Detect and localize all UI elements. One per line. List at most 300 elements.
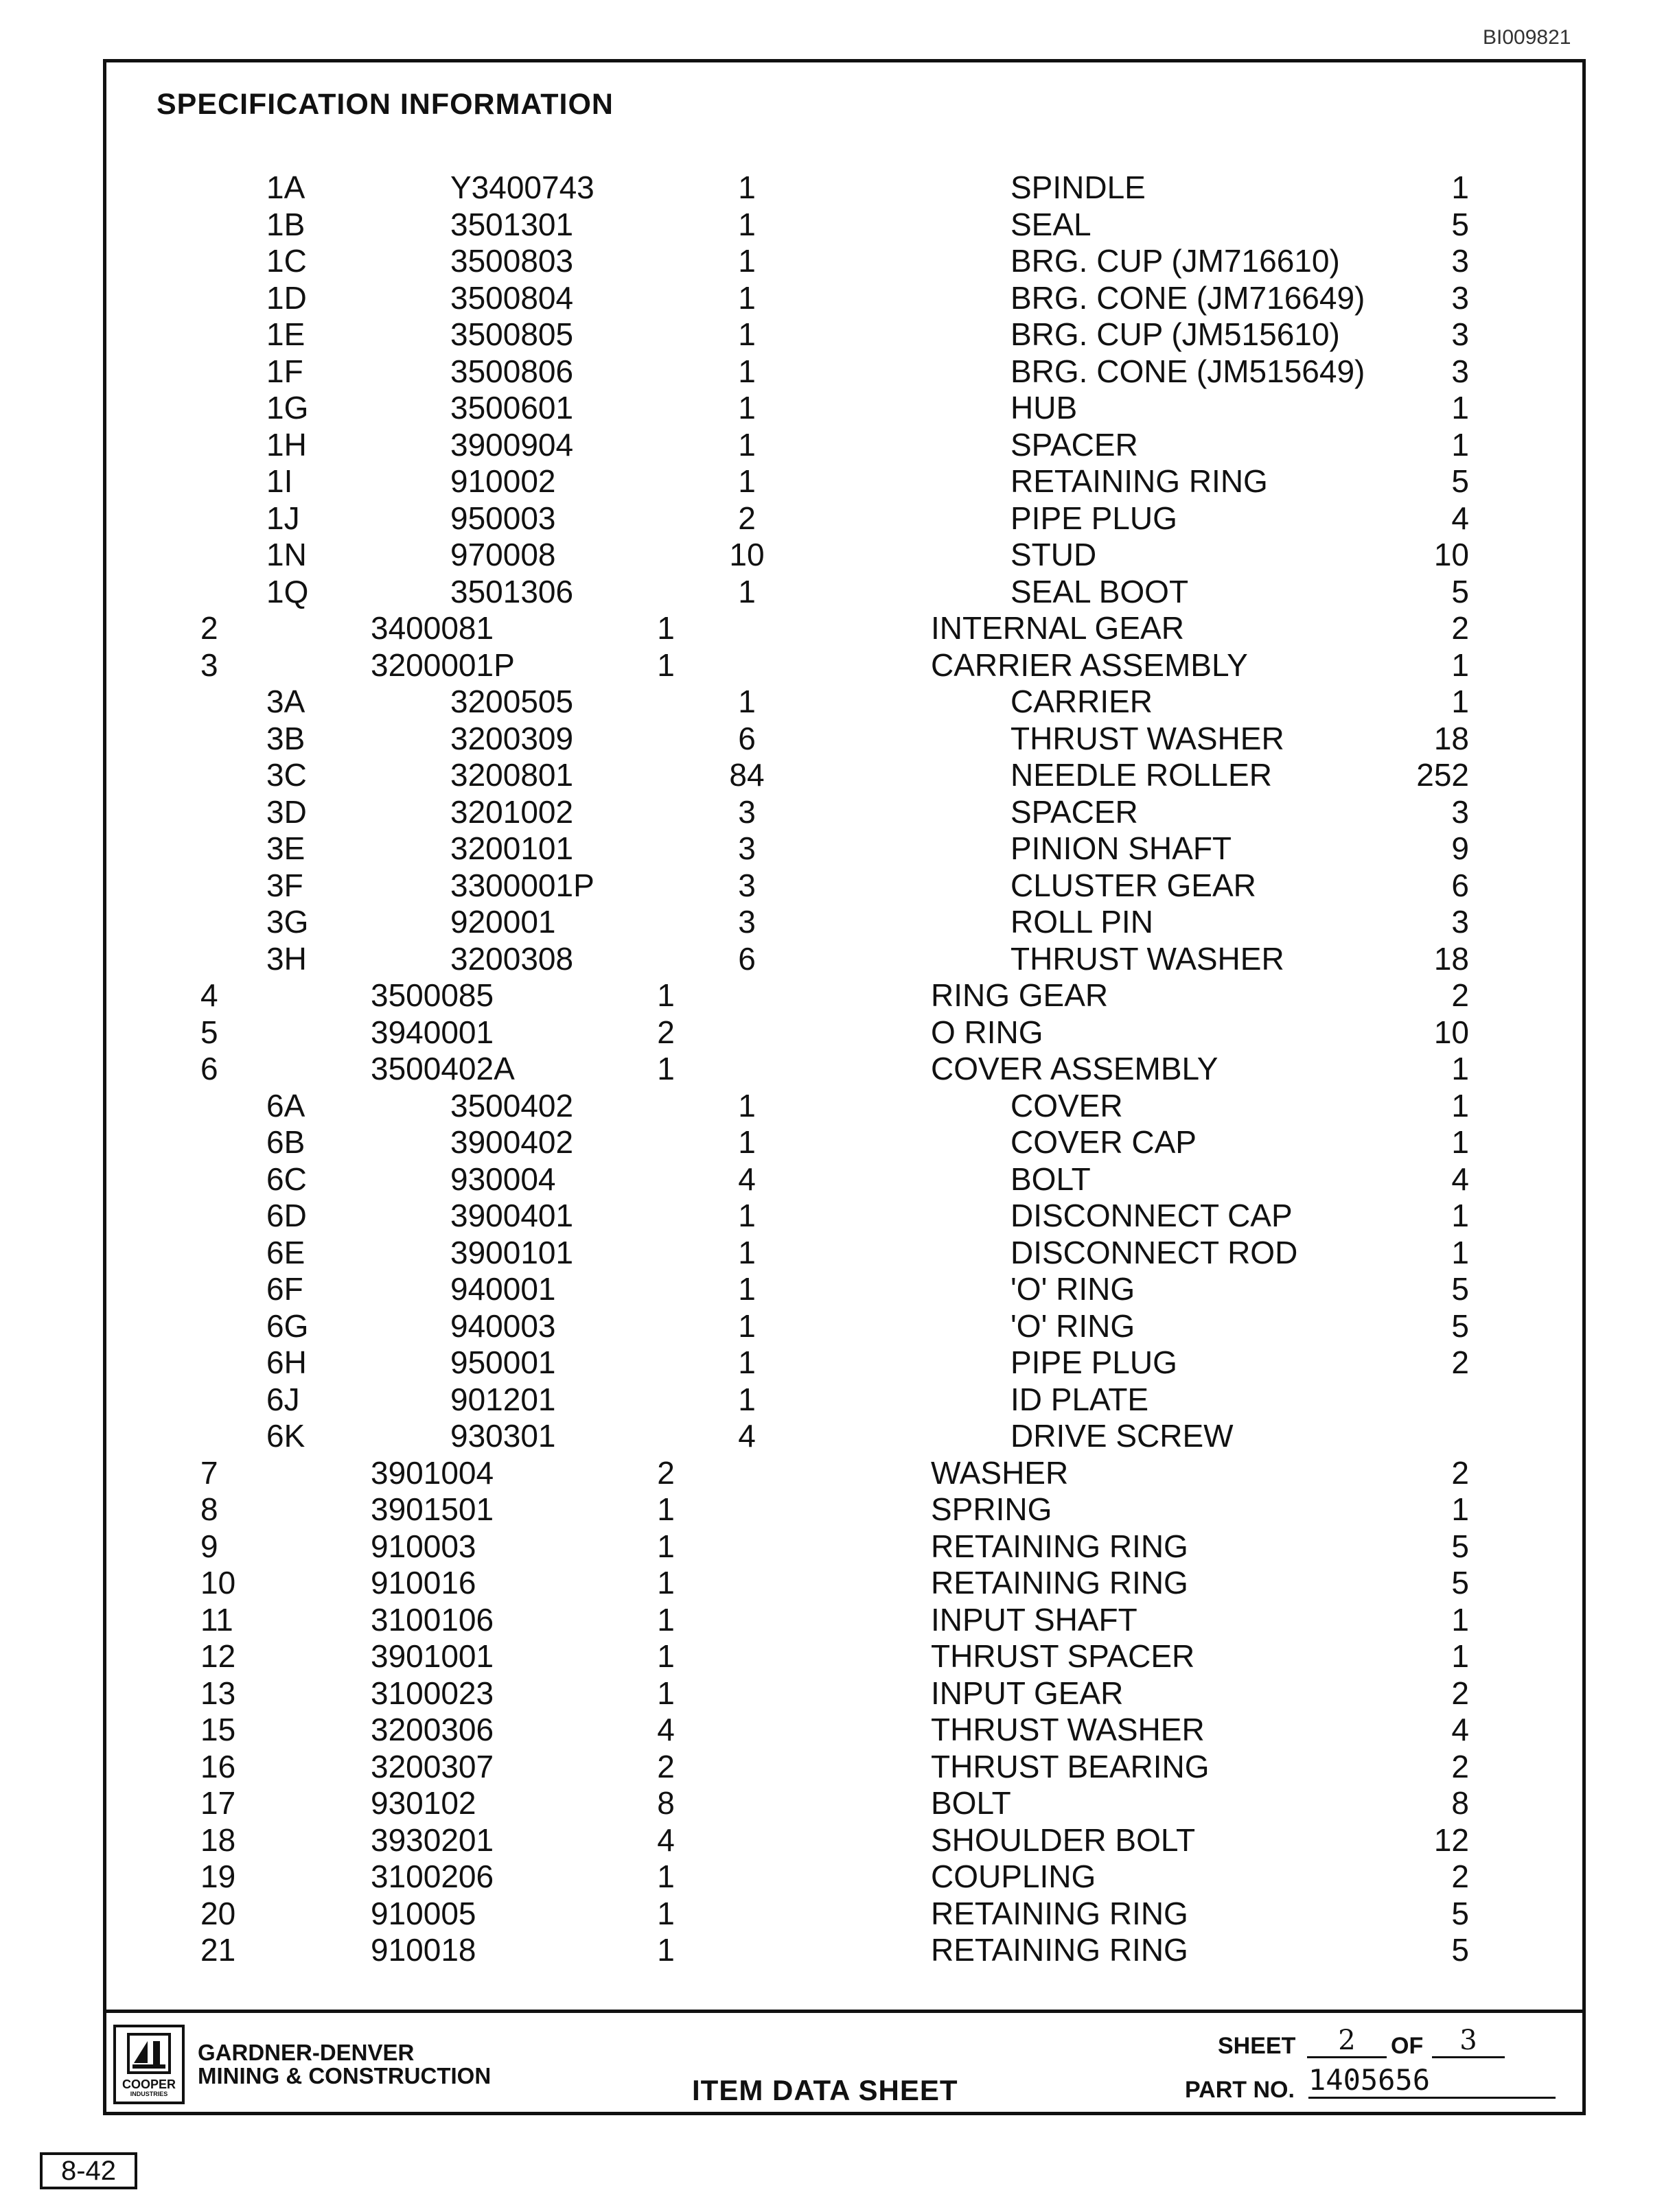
description: O RING [931, 1014, 1043, 1050]
part-number: 3200309 [450, 720, 574, 756]
quantity: 1 [738, 243, 756, 279]
part-number: 920001 [450, 904, 556, 940]
quantity: 1 [738, 390, 756, 426]
table-row [0, 1638, 1675, 1675]
item-number: 18 [200, 1821, 236, 1858]
part-number: 3400081 [371, 610, 494, 646]
total-quantity: 5 [1451, 1565, 1469, 1600]
table-row [0, 903, 1675, 940]
part-no-value: 1405656 [1308, 2063, 1556, 2099]
table-row [0, 169, 1675, 206]
total-quantity: 5 [1451, 1271, 1469, 1307]
description: SPACER [1010, 793, 1138, 830]
company-name [198, 2041, 491, 2088]
total-quantity: 5 [1451, 1932, 1469, 1968]
item-number: 1J [266, 500, 300, 536]
total-quantity: 3 [1451, 353, 1469, 389]
quantity: 3 [738, 830, 756, 866]
total-quantity: 2 [1451, 610, 1469, 646]
part-number: 970008 [450, 537, 556, 572]
total-quantity: 1 [1451, 390, 1469, 426]
description: THRUST SPACER [931, 1638, 1195, 1674]
description: THRUST WASHER [1010, 720, 1284, 756]
table-row [0, 1234, 1675, 1271]
quantity: 1 [738, 1234, 756, 1270]
item-number: 1E [266, 316, 305, 352]
description: COVER ASSEMBLY [931, 1051, 1218, 1086]
part-number: 3100106 [371, 1601, 494, 1638]
description: DRIVE SCREW [1010, 1418, 1234, 1454]
total-quantity: 1 [1451, 1491, 1469, 1527]
part-number: 950003 [450, 500, 556, 536]
quantity: 1 [657, 610, 675, 646]
total-quantity: 3 [1451, 316, 1469, 352]
table-row [0, 1675, 1675, 1712]
item-number: 6G [266, 1307, 309, 1344]
table-row [0, 1601, 1675, 1638]
item-number: 6H [266, 1344, 307, 1380]
quantity: 1 [738, 1381, 756, 1417]
table-row [0, 500, 1675, 537]
item-number: 13 [200, 1675, 236, 1711]
description: ID PLATE [1010, 1381, 1149, 1417]
part-number: 3200308 [450, 940, 574, 977]
table-row [0, 1931, 1675, 1968]
part-number: Y3400743 [450, 170, 594, 205]
description: SEAL BOOT [1010, 573, 1189, 609]
quantity: 1 [738, 279, 756, 316]
quantity: 1 [657, 1051, 675, 1086]
sheet-title: ITEM DATA SHEET [692, 2074, 958, 2106]
item-number: 1C [266, 243, 307, 279]
total-quantity: 4 [1451, 500, 1469, 536]
quantity: 1 [738, 170, 756, 205]
table-row [0, 1784, 1675, 1821]
quantity: 2 [657, 1454, 675, 1491]
item-number: 1I [266, 463, 293, 499]
part-number: 3501306 [450, 573, 574, 609]
footer-divider [103, 2010, 1586, 2013]
part-number: 3900401 [450, 1198, 574, 1233]
part-number: 3500402A [371, 1051, 515, 1086]
total-quantity: 4 [1451, 1712, 1469, 1747]
part-number: 950001 [450, 1344, 556, 1380]
table-row [0, 647, 1675, 684]
item-number: 1N [266, 537, 307, 572]
part-number: 930004 [450, 1161, 556, 1197]
total-quantity: 2 [1451, 1748, 1469, 1784]
part-number: 910002 [450, 463, 556, 499]
part-number: 3200306 [371, 1712, 494, 1747]
description: SPRING [931, 1491, 1052, 1527]
description: 'O' RING [1010, 1307, 1135, 1344]
total-quantity: 1 [1451, 1601, 1469, 1638]
table-row [0, 1711, 1675, 1748]
item-number: 3H [266, 940, 307, 977]
description: DISCONNECT ROD [1010, 1234, 1298, 1270]
quantity: 6 [738, 720, 756, 756]
table-row [0, 1307, 1675, 1344]
quantity: 1 [738, 1087, 756, 1124]
total-quantity: 9 [1451, 830, 1469, 866]
description: THRUST BEARING [931, 1748, 1210, 1784]
total-quantity: 2 [1451, 1859, 1469, 1894]
description: PIPE PLUG [1010, 500, 1177, 536]
logo-subtext: INDUSTRIES [130, 2091, 168, 2097]
description: BOLT [931, 1785, 1011, 1821]
total-quantity: 2 [1451, 1675, 1469, 1711]
quantity: 1 [657, 1528, 675, 1564]
part-number: 910003 [371, 1528, 476, 1564]
section-title: SPECIFICATION INFORMATION [157, 88, 614, 121]
quantity: 1 [738, 1344, 756, 1380]
table-row [0, 1014, 1675, 1051]
quantity: 1 [657, 1932, 675, 1968]
description: COVER [1010, 1087, 1123, 1124]
item-number: 6F [266, 1271, 303, 1307]
item-number: 1H [266, 426, 307, 463]
quantity: 1 [738, 1307, 756, 1344]
quantity: 4 [738, 1161, 756, 1197]
item-number: 6B [266, 1124, 305, 1160]
part-no-label: PART NO. [1185, 2077, 1295, 2103]
description: THRUST WASHER [1010, 940, 1284, 977]
description: ROLL PIN [1010, 904, 1153, 940]
description: BRG. CUP (JM515610) [1010, 316, 1340, 352]
total-quantity: 6 [1451, 867, 1469, 903]
part-number: 3900101 [450, 1234, 574, 1270]
description: CARRIER [1010, 684, 1153, 719]
table-row [0, 1344, 1675, 1381]
table-row [0, 1491, 1675, 1528]
sheet-total: 3 [1432, 2025, 1505, 2058]
quantity: 10 [729, 537, 765, 572]
part-number: 940003 [450, 1307, 556, 1344]
description: SPACER [1010, 426, 1138, 463]
part-number: 930301 [450, 1418, 556, 1454]
quantity: 8 [657, 1785, 675, 1821]
total-quantity: 12 [1433, 1821, 1469, 1858]
description: 'O' RING [1010, 1271, 1135, 1307]
table-row [0, 316, 1675, 353]
quantity: 2 [657, 1748, 675, 1784]
quantity: 3 [738, 867, 756, 903]
item-number: 11 [200, 1601, 233, 1638]
quantity: 6 [738, 940, 756, 977]
part-number: 3900904 [450, 426, 574, 463]
total-quantity: 1 [1451, 426, 1469, 463]
quantity: 1 [657, 1565, 675, 1600]
part-number: 3500803 [450, 243, 574, 279]
item-number: 1G [266, 390, 309, 426]
total-quantity: 1 [1451, 1234, 1469, 1270]
total-quantity: 3 [1451, 793, 1469, 830]
total-quantity: 252 [1416, 757, 1469, 793]
quantity: 1 [738, 426, 756, 463]
description: PIPE PLUG [1010, 1344, 1177, 1380]
description: PINION SHAFT [1010, 830, 1232, 866]
part-number: 940001 [450, 1271, 556, 1307]
description: RETAINING RING [931, 1528, 1188, 1564]
item-number: 1D [266, 279, 307, 316]
company-line-1: GARDNER-DENVER [198, 2040, 415, 2065]
table-row [0, 426, 1675, 463]
item-number: 7 [200, 1454, 218, 1491]
item-number: 21 [200, 1932, 236, 1968]
part-number: 3200101 [450, 830, 574, 866]
quantity: 3 [738, 904, 756, 940]
table-row [0, 867, 1675, 904]
item-number: 3D [266, 793, 307, 830]
table-row [0, 353, 1675, 390]
description: RETAINING RING [931, 1895, 1188, 1931]
quantity: 2 [738, 500, 756, 536]
total-quantity: 5 [1451, 1895, 1469, 1931]
total-quantity: 1 [1451, 1087, 1469, 1124]
item-number: 19 [200, 1859, 236, 1894]
quantity: 1 [738, 1198, 756, 1233]
description: INPUT SHAFT [931, 1601, 1137, 1638]
table-row [0, 940, 1675, 977]
quantity: 1 [738, 353, 756, 389]
quantity: 1 [657, 1859, 675, 1894]
part-number: 3200001P [371, 647, 515, 683]
part-number: 3501301 [450, 206, 574, 242]
table-row [0, 1050, 1675, 1087]
company-line-2: MINING & CONSTRUCTION [198, 2063, 492, 2088]
part-number: 3500804 [450, 279, 574, 316]
table-row [0, 756, 1675, 793]
total-quantity: 3 [1451, 279, 1469, 316]
total-quantity: 2 [1451, 1454, 1469, 1491]
quantity: 3 [738, 793, 756, 830]
total-quantity: 10 [1433, 537, 1469, 572]
description: COVER CAP [1010, 1124, 1197, 1160]
item-number: 6 [200, 1051, 218, 1086]
table-row [0, 1417, 1675, 1454]
description: RETAINING RING [931, 1565, 1188, 1600]
item-number: 20 [200, 1895, 236, 1931]
table-row [0, 389, 1675, 426]
total-quantity: 1 [1451, 170, 1469, 205]
description: INTERNAL GEAR [931, 610, 1184, 646]
description: HUB [1010, 390, 1078, 426]
table-row [0, 1381, 1675, 1418]
item-number: 3G [266, 904, 309, 940]
sheet-label: SHEET [1218, 2033, 1296, 2059]
table-row [0, 1895, 1675, 1932]
total-quantity: 5 [1451, 1528, 1469, 1564]
table-row [0, 463, 1675, 500]
part-number: 3200505 [450, 684, 574, 719]
description: INPUT GEAR [931, 1675, 1124, 1711]
quantity: 1 [738, 1124, 756, 1160]
part-number: 930102 [371, 1785, 476, 1821]
quantity: 1 [657, 1895, 675, 1931]
item-number: 6E [266, 1234, 305, 1270]
part-number: 3901004 [371, 1454, 494, 1491]
total-quantity: 2 [1451, 1344, 1469, 1380]
quantity: 1 [657, 1638, 675, 1674]
table-row [0, 830, 1675, 867]
part-number: 3300001P [450, 867, 594, 903]
table-row [0, 1197, 1675, 1234]
item-number: 1Q [266, 573, 309, 609]
table-row [0, 1564, 1675, 1601]
table-row [0, 573, 1675, 610]
quantity: 4 [657, 1712, 675, 1747]
table-row [0, 1821, 1675, 1859]
table-row [0, 206, 1675, 243]
total-quantity: 1 [1451, 647, 1469, 683]
table-row [0, 1124, 1675, 1161]
logo-brand: COOPER [122, 2077, 176, 2091]
part-number: 3901501 [371, 1491, 494, 1527]
page-number: 8-42 [40, 2152, 137, 2189]
item-number: 6C [266, 1161, 307, 1197]
table-row [0, 720, 1675, 757]
part-number: 910018 [371, 1932, 476, 1968]
part-number: 3930201 [371, 1821, 494, 1858]
quantity: 1 [738, 463, 756, 499]
total-quantity: 3 [1451, 243, 1469, 279]
item-number: 9 [200, 1528, 218, 1564]
sheet-number: 2 [1307, 2025, 1387, 2058]
description: SEAL [1010, 206, 1091, 242]
description: DISCONNECT CAP [1010, 1198, 1293, 1233]
description: CARRIER ASSEMBLY [931, 647, 1248, 683]
item-number: 8 [200, 1491, 218, 1527]
total-quantity: 1 [1451, 1124, 1469, 1160]
part-number: 3100206 [371, 1859, 494, 1894]
part-number: 3500806 [450, 353, 574, 389]
total-quantity: 2 [1451, 977, 1469, 1013]
quantity: 1 [657, 977, 675, 1013]
total-quantity: 8 [1451, 1785, 1469, 1821]
table-row [0, 279, 1675, 316]
table-row [0, 609, 1675, 647]
of-label: OF [1391, 2033, 1424, 2059]
description: BOLT [1010, 1161, 1091, 1197]
total-quantity: 4 [1451, 1161, 1469, 1197]
part-number: 3500805 [450, 316, 574, 352]
quantity: 1 [738, 206, 756, 242]
quantity: 1 [738, 316, 756, 352]
item-number: 1F [266, 353, 303, 389]
item-number: 3A [266, 684, 305, 719]
quantity: 1 [657, 1491, 675, 1527]
quantity: 4 [738, 1418, 756, 1454]
total-quantity: 18 [1433, 720, 1469, 756]
item-number: 6K [266, 1418, 305, 1454]
total-quantity: 5 [1451, 573, 1469, 609]
table-row [0, 1454, 1675, 1491]
item-number: 3 [200, 647, 218, 683]
total-quantity: 1 [1451, 1198, 1469, 1233]
item-number: 1A [266, 170, 305, 205]
logo-text [117, 2078, 181, 2097]
part-number: 3940001 [371, 1014, 494, 1050]
table-row [0, 242, 1675, 279]
item-number: 6A [266, 1087, 305, 1124]
total-quantity: 5 [1451, 206, 1469, 242]
item-number: 17 [200, 1785, 236, 1821]
item-number: 3C [266, 757, 307, 793]
description: CLUSTER GEAR [1010, 867, 1256, 903]
description: SHOULDER BOLT [931, 1821, 1196, 1858]
company-logo [113, 2025, 185, 2104]
total-quantity: 1 [1451, 1051, 1469, 1086]
description: RETAINING RING [1010, 463, 1268, 499]
total-quantity: 18 [1433, 940, 1469, 977]
description: BRG. CONE (JM716649) [1010, 279, 1365, 316]
table-row [0, 793, 1675, 830]
description: BRG. CUP (JM716610) [1010, 243, 1340, 279]
part-number: 3100023 [371, 1675, 494, 1711]
quantity: 1 [657, 1601, 675, 1638]
description: RING GEAR [931, 977, 1109, 1013]
description: SPINDLE [1010, 170, 1146, 205]
part-number: 3500402 [450, 1087, 574, 1124]
total-quantity: 1 [1451, 684, 1469, 719]
table-row [0, 1528, 1675, 1565]
description: RETAINING RING [931, 1932, 1188, 1968]
part-number: 3200801 [450, 757, 574, 793]
item-number: 6J [266, 1381, 300, 1417]
quantity: 84 [729, 757, 765, 793]
item-number: 3F [266, 867, 303, 903]
quantity: 1 [657, 647, 675, 683]
item-number: 6D [266, 1198, 307, 1233]
table-row [0, 1087, 1675, 1124]
item-number: 16 [200, 1748, 236, 1784]
item-number: 12 [200, 1638, 236, 1674]
table-row [0, 536, 1675, 573]
item-number: 10 [200, 1565, 236, 1600]
part-number: 901201 [450, 1381, 556, 1417]
description: WASHER [931, 1454, 1069, 1491]
item-number: 15 [200, 1712, 236, 1747]
table-row [0, 1748, 1675, 1785]
table-row [0, 683, 1675, 720]
item-number: 4 [200, 977, 218, 1013]
part-number: 3500601 [450, 390, 574, 426]
quantity: 1 [738, 573, 756, 609]
quantity: 1 [738, 684, 756, 719]
total-quantity: 1 [1451, 1638, 1469, 1674]
description: THRUST WASHER [931, 1712, 1205, 1747]
total-quantity: 10 [1433, 1014, 1469, 1050]
table-row [0, 977, 1675, 1014]
item-number: 1B [266, 206, 305, 242]
part-number: 3901001 [371, 1638, 494, 1674]
quantity: 1 [657, 1675, 675, 1711]
item-number: 3B [266, 720, 305, 756]
total-quantity: 5 [1451, 463, 1469, 499]
part-number: 910005 [371, 1895, 476, 1931]
table-row [0, 1161, 1675, 1198]
item-number: 2 [200, 610, 218, 646]
cooper-logo-icon [127, 2033, 171, 2074]
total-quantity: 5 [1451, 1307, 1469, 1344]
total-quantity: 3 [1451, 904, 1469, 940]
description: STUD [1010, 537, 1097, 572]
item-number: 5 [200, 1014, 218, 1050]
quantity: 2 [657, 1014, 675, 1050]
table-row [0, 1858, 1675, 1895]
item-number: 3E [266, 830, 305, 866]
description: NEEDLE ROLLER [1010, 757, 1272, 793]
